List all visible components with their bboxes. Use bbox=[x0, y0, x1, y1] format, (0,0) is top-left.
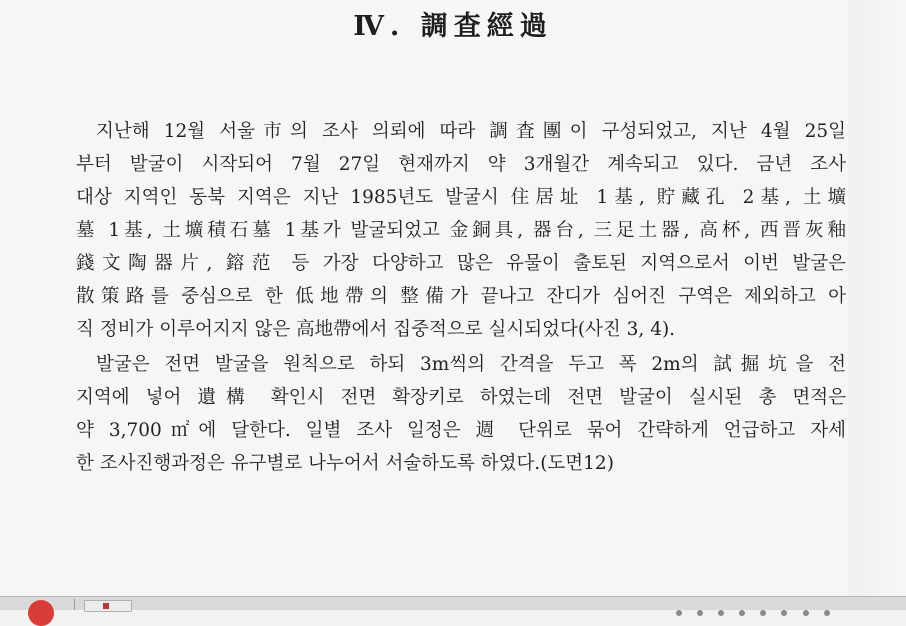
document-icon[interactable] bbox=[84, 600, 132, 612]
tray-dot-icon[interactable] bbox=[803, 610, 809, 616]
tray-icons bbox=[676, 601, 866, 607]
app-red-circle-icon[interactable] bbox=[28, 600, 54, 626]
tray-dot-icon[interactable] bbox=[781, 610, 787, 616]
tray-dot-icon[interactable] bbox=[718, 610, 724, 616]
text-line: 錢文陶器片, 鎔范 등 가장 다양하고 많은 유물이 출토된 지역으로서 이번 발굴은 bbox=[76, 253, 846, 274]
text-line: 부터 발굴이 시작되어 7월 27일 현재까지 약 3개월간 계속되고 있다. 금년 조사 bbox=[76, 154, 846, 175]
section-heading: Ⅳ. 調査經過 bbox=[353, 11, 553, 42]
text-line: 직 정비가 이루어지지 않은 高地帶에서 집중적으로 실시되었다(사진 3, 4). bbox=[76, 319, 676, 340]
text-line: 散策路를 중심으로 한 低地帶의 整備가 끝나고 잔디가 심어진 구역은 제외하고 아 bbox=[76, 286, 846, 307]
taskbar bbox=[0, 596, 906, 610]
text-line: 약 3,700㎡에 달한다. 일별 조사 일정은 週 단위로 묶어 간략하게 언급하고 자세 bbox=[76, 420, 846, 441]
page-margin-strip bbox=[848, 0, 906, 596]
document-icon-mark bbox=[103, 603, 109, 609]
text-line: 한 조사진행과정은 유구별로 나누어서 서술하도록 하였다.(도면12) bbox=[76, 453, 614, 474]
text-line: 발굴은 전면 발굴을 원칙으로 하되 3m씩의 간격을 두고 폭 2m의 試掘坑을 전 bbox=[96, 354, 846, 375]
tray-dot-icon[interactable] bbox=[739, 610, 745, 616]
tray-dot-icon[interactable] bbox=[697, 610, 703, 616]
text-line: 대상 지역인 동북 지역은 지난 1985년도 발굴시 住居址 1基, 貯藏孔 2基, 土壙 bbox=[76, 187, 846, 208]
taskbar-separator bbox=[74, 599, 75, 610]
document-body bbox=[76, 115, 846, 480]
tray-dot-icon[interactable] bbox=[676, 610, 682, 616]
text-line: 墓 1基, 土壙積石墓 1基가 발굴되었고 金銅具, 器台, 三足土器, 高杯, 西晋灰釉 bbox=[76, 220, 846, 241]
text-line: 지역에 넣어 遺構 확인시 전면 확장키로 하였는데 전면 발굴이 실시된 총 면적은 bbox=[76, 387, 846, 408]
tray-dot-icon[interactable] bbox=[824, 610, 830, 616]
tray-dot-icon[interactable] bbox=[760, 610, 766, 616]
text-line: 지난해 12월 서울市의 조사 의뢰에 따라 調査團이 구성되었고, 지난 4월 25일 bbox=[96, 121, 846, 142]
